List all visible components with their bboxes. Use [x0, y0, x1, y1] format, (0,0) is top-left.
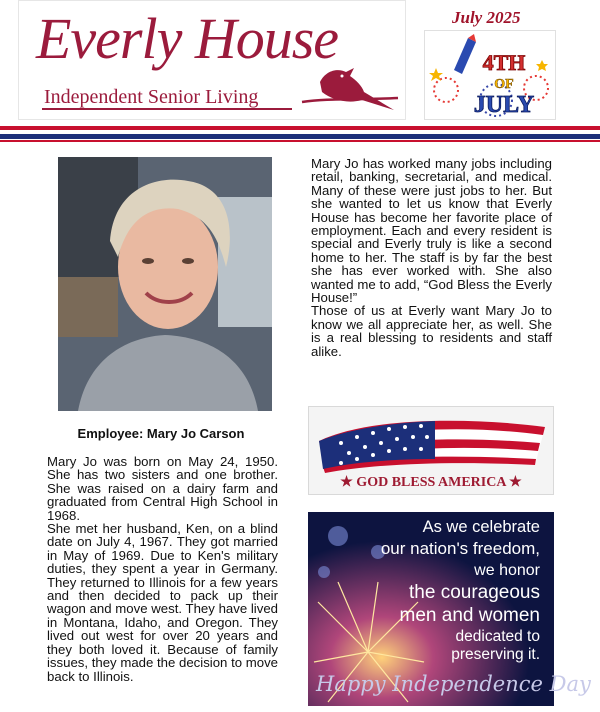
independence-line-5: men and women — [399, 605, 540, 626]
independence-line-4: the courageous — [409, 582, 540, 603]
left-column — [47, 455, 278, 683]
bio-paragraph-1: Mary Jo was born on May 24, 1950. She has two sisters and one brother. She was raised on a dairy farm and graduated from Central High School in 1968. — [47, 454, 278, 523]
independence-line-2: our nation's freedom, — [380, 539, 540, 558]
divider-red-stripe-thin — [0, 140, 600, 142]
issue-date: July 2025 — [452, 8, 521, 27]
god-bless-america-text: ★ GOD BLESS AMERICA ★ — [340, 475, 522, 490]
right-column — [311, 157, 552, 358]
independence-line-1: As we celebrate — [422, 518, 540, 536]
work-paragraph: Mary Jo has worked many jobs including retail, banking, secretarial, and medical. Many of these were just jobs to her. But she wanted to let us know that Everly House has become her favorite place of employment. Each and every resident is special and Everly truly is like a second home to her. The staff is by far the best she has ever worked with. She also wanted me to add, “God Bless the Everly House!” — [311, 156, 552, 306]
bio-paragraph-2: She met her husband, Ken, on a blind date on July 4, 1967. They got married in May of 1969. Due to Ken's military duties, they spent a year in Germany. They returned to Illinois for a few years and then decided to pack up their wagon and move west. They have lived in Montana, Idaho, and Oregon. They lived out west for over 20 years and they both loved it. Because of family issues, they made the decision to move back to Illinois. — [47, 521, 278, 684]
independence-line-7: preserving it. — [451, 646, 540, 663]
independence-line-3: we honor — [474, 562, 540, 579]
cardinal-bird-icon — [298, 58, 402, 118]
divider-blue-stripe — [0, 134, 600, 139]
happy-independence-day-text: Happy Independence Day — [316, 672, 591, 696]
appreciation-paragraph: Those of us at Everly want Mary Jo to know we all appreciate her, as well. She is a real blessing to residents and staff alike. — [311, 303, 552, 359]
july-badge-line2: OF — [494, 77, 514, 92]
employee-photo — [58, 157, 272, 411]
logo-subtitle: Independent Senior Living — [44, 86, 259, 108]
fourth-of-july-badge — [424, 30, 556, 120]
july-badge-line3: JULY — [473, 92, 535, 118]
logo-title: Everly House — [36, 6, 339, 71]
employee-caption: Employee: Mary Jo Carson — [77, 426, 245, 441]
independence-line-6: dedicated to — [455, 628, 540, 645]
july-badge-line1: 4TH — [482, 50, 526, 75]
